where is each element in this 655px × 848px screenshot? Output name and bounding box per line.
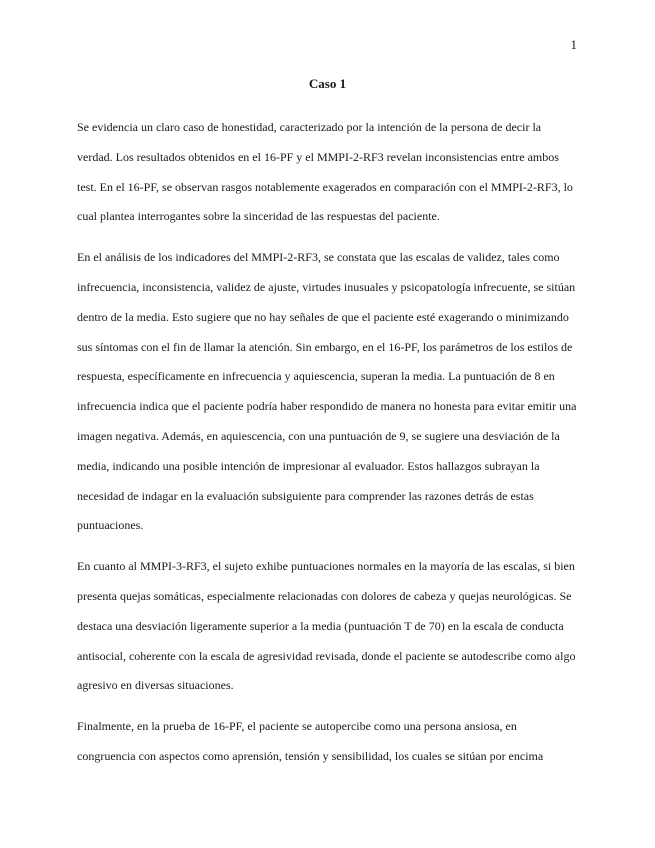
document-body (77, 113, 577, 783)
paragraph-1: Se evidencia un claro caso de honestidad, caracterizado por la intención de la persona de decir la verdad. Los resultados obtenidos en el 16-PF y el MMPI-2-RF3 revelan inconsistencias entre ambos test. En el 16-PF, se observan rasgos notablemente exagerados en comparación con el MMPI-2-RF3, lo cual plantea interrogantes sobre la sinceridad de las respuestas del paciente. (77, 120, 573, 224)
paragraph-3: En cuanto al MMPI-3-RF3, el sujeto exhibe puntuaciones normales en la mayoría de las escalas, si bien presenta quejas somáticas, especialmente relacionadas con dolores de cabeza y quejas neurológicas. Se destaca una desviación ligeramente superior a la media (puntuación T de 70) en la escala de conducta antisocial, coherente con la escala de agresividad revisada, donde el paciente se autodescribe como algo agresivo en diversas situaciones. (77, 559, 576, 693)
document-title: Caso 1 (308, 76, 347, 91)
paragraph-4: Finalmente, en la prueba de 16-PF, el paciente se autopercibe como una persona ansiosa, en congruencia con aspectos como aprensión, tensión y sensibilidad, los cuales se sitúan por encima (77, 719, 544, 763)
page-number: 1 (570, 37, 577, 52)
paragraph-2: En el análisis de los indicadores del MMPI-2-RF3, se constata que las escalas de validez, tales como infrecuencia, inconsistencia, validez de ajuste, virtudes inusuales y psicopatología infrecuente, se sitúan dentro de la media. Esto sugiere que no hay señales de que el paciente esté exagerando o minimizando sus síntomas con el fin de llamar la atención. Sin embargo, en el 16-PF, los parámetros de los estilos de respuesta, específicamente en infrecuencia y aquiescencia, superan la media. La puntuación de 8 en infrecuencia indica que el paciente podría haber respondido de manera no honesta para evitar emitir una imagen negativa. Además, en aquiescencia, con una puntuación de 9, se sugiere una desviación de la media, indicando una posible intención de impresionar al evaluador. Estos hallazgos subrayan la necesidad de indagar en la evaluación subsiguiente para comprender las razones detrás de estas puntuaciones. (77, 250, 577, 533)
